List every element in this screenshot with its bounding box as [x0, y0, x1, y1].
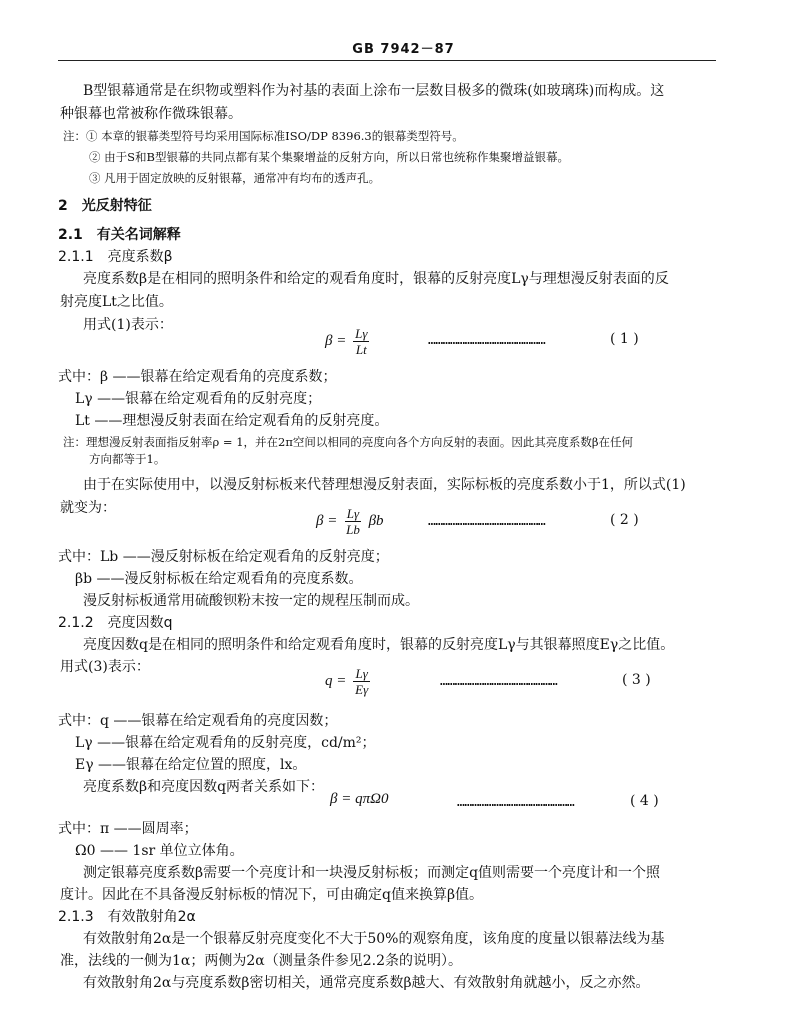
where3-line1: 式中：q ——银幕在给定观看角的亮度因数；	[58, 713, 338, 729]
equation-3	[325, 666, 373, 697]
eq2-lhs: β =	[316, 512, 338, 529]
eq3-denominator: Eγ	[355, 682, 369, 697]
equation-1	[325, 326, 372, 357]
eq1-note-line1: 注：理想漫反射表面指反射率ρ = 1，并在2π空间以相同的亮度向各个方向反射的表面。因此其亮度系数β在任何	[63, 435, 634, 449]
eq1-leader-dots: …………………………………………	[428, 333, 546, 348]
p-board: 漫反射标板通常用硫酸钡粉末按一定的规程压制而成。	[83, 593, 419, 609]
eq1-numerator: Lγ	[355, 326, 368, 341]
equation-2	[316, 506, 384, 537]
p213-line3: 有效散射角2α与亮度系数β密切相关，通常亮度系数β越大、有效散射角就越小，反之亦然。	[83, 975, 650, 991]
where3-line2: Lγ ——银幕在给定观看角的反射亮度，cd/m²；	[75, 735, 376, 751]
p-relation: 亮度系数β和亮度因数q两者关系如下：	[83, 779, 325, 795]
note-1: 注：① 本章的银幕类型符号均采用国际标准ISO/DP 8396.3的银幕类型符号。	[63, 129, 464, 143]
note-3: ③ 凡用于固定放映的反射银幕，通常冲有均布的透声孔。	[89, 171, 381, 185]
intro-paragraph-line2: 种银幕也常被称作微珠银幕。	[60, 106, 242, 122]
intro-paragraph-line1: B型银幕通常是在织物或塑料作为衬基的表面上涂布一层数目极多的微珠(如玻璃珠)而构成。这	[83, 83, 665, 99]
p211-line2: 射亮度Lt之比值。	[60, 294, 173, 310]
equation-4: β = qπΩ0	[330, 791, 389, 807]
eq3-number: ( 3 )	[622, 672, 651, 688]
eq3-numerator: Lγ	[355, 666, 368, 681]
eq1-note-line2: 方向都等于1。	[89, 452, 166, 466]
where2-line1: 式中：Lb ——漫反射标板在给定观看角的反射亮度；	[58, 549, 389, 565]
p-measure-line2: 度计。因此在不具备漫反射标板的情况下，可由确定q值来换算β值。	[60, 887, 484, 903]
p213-line2: 准，法线的一侧为1α；两侧为2α（测量条件参见2.2条的说明）。	[60, 953, 462, 969]
where1-line2: Lγ ——银幕在给定观看角的反射亮度；	[75, 391, 322, 407]
eq2-numerator: Lγ	[346, 506, 360, 521]
eq1-number: ( 1 )	[610, 331, 639, 347]
where1-line3: Lt ——理想漫反射表面在给定观看角的反射亮度。	[75, 413, 389, 429]
where3-line3: Eγ ——银幕在给定位置的照度，lx。	[75, 757, 307, 773]
p211-line1: 亮度系数β是在相同的照明条件和给定的观看角度时，银幕的反射亮度Lγ与理想漫反射表面的反	[83, 271, 669, 287]
section-2-1-2-heading: 2.1.2 亮度因数q	[58, 615, 173, 631]
eq2-number: ( 2 )	[610, 512, 639, 528]
where4-line1: 式中：π ——圆周率；	[58, 821, 198, 837]
section-2-1-3-heading: 2.1.3 有效散射角2α	[58, 909, 196, 925]
note-2: ② 由于S和B型银幕的共同点都有某个集聚增益的反射方向，所以日常也统称作集聚增益银幕。	[89, 150, 569, 164]
where1-line1: 式中：β ——银幕在给定观看角的亮度系数；	[58, 369, 337, 385]
eq2-fraction	[344, 506, 362, 537]
eq2-tail: βb	[368, 512, 384, 529]
section-2-heading: 2 光反射特征	[58, 198, 152, 214]
p-measure-line1: 测定银幕亮度系数β需要一个亮度计和一块漫反射标板；而测定q值则需要一个亮度计和一个照	[83, 865, 661, 881]
eq1-lhs: β =	[325, 332, 347, 349]
where4-line2: Ω0 —— 1sr 单位立体角。	[75, 843, 244, 859]
header-rule	[58, 60, 716, 61]
p-real-line2: 就变为：	[60, 500, 116, 516]
eq4-number: ( 4 )	[630, 793, 659, 809]
eq2-leader-dots: …………………………………………	[428, 514, 546, 529]
eq3-leader-dots: …………………………………………	[440, 674, 558, 689]
section-2-1-heading: 2.1 有关名词解释	[58, 227, 181, 243]
p212-line1: 亮度因数q是在相同的照明条件和给定观看角度时，银幕的反射亮度Lγ与其银幕照度Eγ之比值。	[83, 637, 675, 653]
p-real-line1: 由于在实际使用中，以漫反射标板来代替理想漫反射表面，实际标板的亮度系数小于1，所以式(1)	[83, 477, 686, 493]
where2-line2: βb ——漫反射标板在给定观看角的亮度系数。	[75, 571, 363, 587]
eq4-leader-dots: …………………………………………	[457, 795, 575, 810]
p212-line2: 用式(3)表示：	[60, 659, 150, 675]
eq1-denominator: Lt	[355, 342, 367, 357]
p213-line1: 有效散射角2α是一个银幕反射亮度变化不大于50%的观察角度，该角度的度量以银幕法线为基	[83, 931, 665, 947]
section-2-1-1-heading: 2.1.1 亮度系数β	[58, 249, 173, 265]
p211-line3: 用式(1)表示：	[83, 317, 173, 333]
eq2-denominator: Lb	[346, 522, 360, 537]
page-header-code: GB 7942－87	[352, 42, 455, 57]
eq3-fraction	[353, 666, 370, 697]
eq3-lhs: q =	[325, 672, 347, 689]
eq1-fraction	[353, 326, 369, 357]
